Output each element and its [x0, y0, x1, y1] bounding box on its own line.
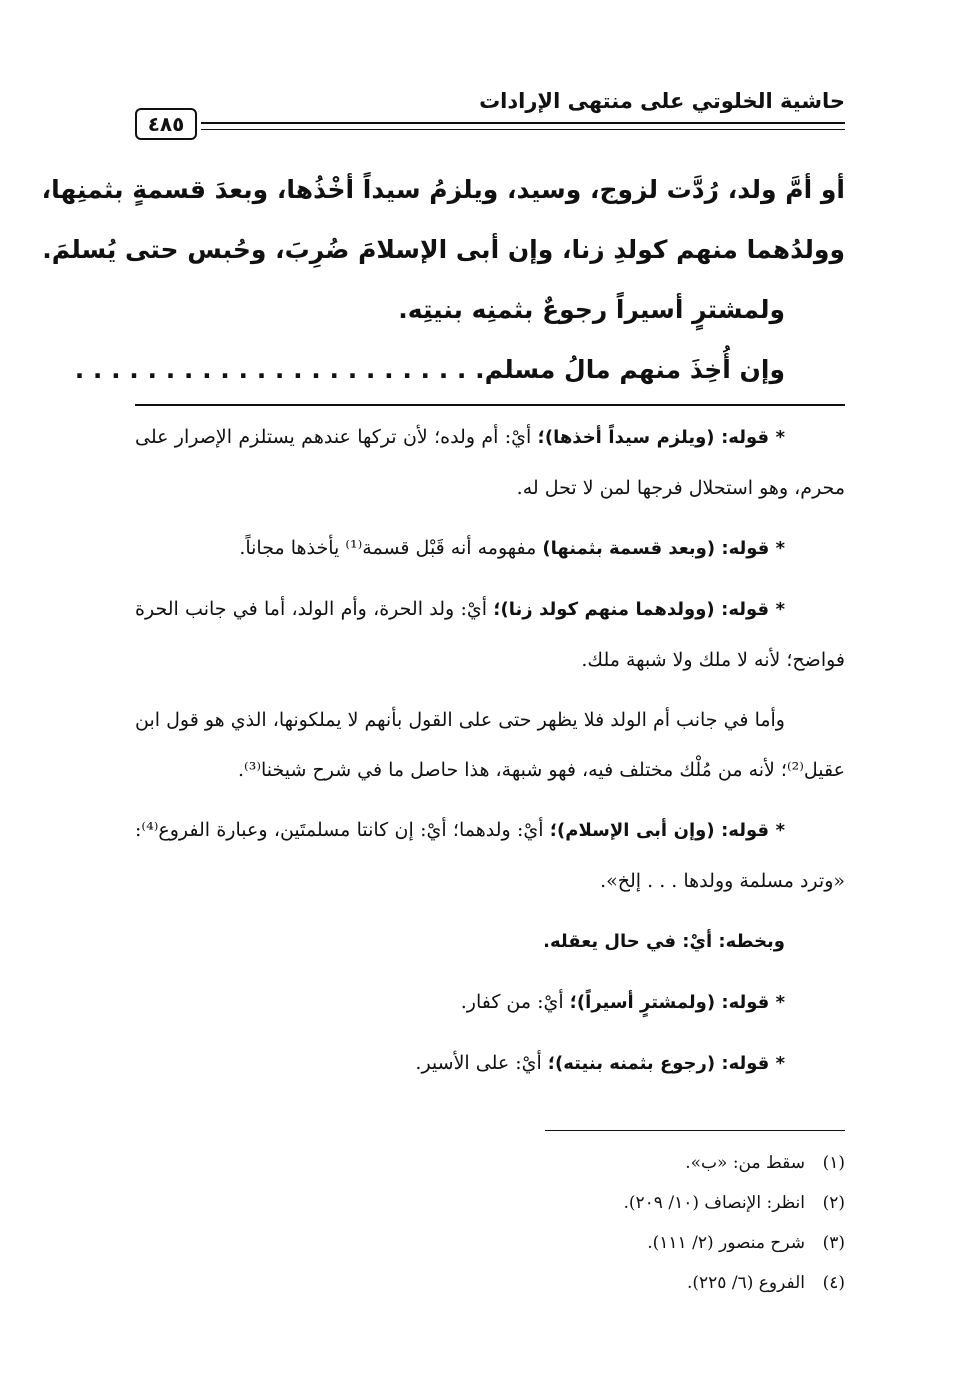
footnote-rule: [545, 1130, 845, 1131]
footnote-text: انظر: الإنصاف (١٠/ ٢٠٩).: [623, 1193, 805, 1213]
commentary-text: مفهومه أنه قَبْل قسمة⁽¹⁾ يأخذها مجاناً.: [239, 537, 543, 559]
footnote: [135, 1183, 845, 1223]
commentary-paragraph: [135, 695, 845, 795]
commentary-text: أيْ: على الأسير.: [415, 1052, 548, 1074]
footnotes: [135, 1143, 845, 1303]
commentary-paragraph: [135, 1038, 845, 1089]
commentary-paragraph: [135, 412, 845, 513]
footnote-number: (١): [822, 1153, 845, 1173]
commentary: [135, 412, 845, 1099]
commentary-text: وأما في جانب أم الولد فلا يظهر حتى على القول بأنهم لا يملكونها، الذي هو قول ابن عقيل⁽²⁾؛ لأنه من مُلْك مختلف فيه، فهو شبهة، هذا حاصل ما في شرح شيخنا⁽³⁾.: [135, 709, 845, 781]
commentary-label: * قوله: (وإن أبى الإسلام)؛: [549, 820, 785, 841]
main-text-line: ولمشترٍ أسيراً رجوعٌ بثمنِه بنيتِه.: [398, 295, 785, 324]
commentary-label: * قوله: (ويلزم سيداً أخذها)؛: [537, 427, 786, 448]
main-text-line-content: وإن أُخِذَ منهم مالُ مسلم: [484, 355, 785, 384]
footnote-text: سقط من: «ب».: [685, 1153, 805, 1173]
main-text-line: وولدُهما منهم كولدِ زنا، وإن أبى الإسلامَ ضُرِبَ، وحُبس حتى يُسلمَ.: [42, 235, 845, 264]
commentary-label: * قوله: (رجوع بثمنه بنيته)؛: [547, 1053, 785, 1074]
commentary-paragraph: [135, 916, 845, 967]
commentary-paragraph: [135, 584, 845, 685]
commentary-text: وبخطه: أيْ: في حال يعقله.: [543, 931, 785, 952]
main-text-line: أو أمَّ ولد، رُدَّت لزوج، وسيد، ويلزمُ سيداً أخْذُها، وبعدَ قسمةٍ بثمنِها،: [41, 175, 845, 204]
commentary-text: أيْ: ولدهما؛ أيْ: إن كانتا مسلمتَين، وعبارة الفروع⁽⁴⁾: «وترد مسلمة وولدها . . . إلخ».: [135, 819, 845, 892]
commentary-text: أيْ: أم ولده؛ لأن تركها عندهم يستلزم الإصرار على محرم، وهو استحلال فرجها لمن لا تحل له.: [135, 426, 845, 499]
commentary-text: أيْ: ولد الحرة، وأم الولد، أما في جانب الحرة فواضح؛ لأنه لا ملك ولا شبهة ملك.: [135, 598, 845, 671]
text-separator: [135, 404, 845, 406]
commentary-label: * قوله: (وبعد قسمة بثمنها): [542, 538, 785, 559]
footnote-text: الفروع (٦/ ٢٢٥).: [686, 1273, 805, 1293]
running-title: حاشية الخلوتي على منتهى الإرادات: [479, 89, 845, 113]
page-number: ٤٨٥: [135, 108, 197, 140]
page-header: [135, 86, 845, 146]
commentary-paragraph: [135, 977, 845, 1028]
commentary-label: * قوله: (ولمشترٍ أسيراً)؛: [569, 992, 785, 1013]
commentary-text: أيْ: من كفار.: [460, 991, 570, 1013]
footnote: [135, 1263, 845, 1303]
commentary-paragraph: [135, 523, 845, 574]
footnote-text: شرح منصور (٢/ ١١١).: [647, 1233, 805, 1253]
footnote-number: (٣): [822, 1233, 845, 1253]
commentary-paragraph: [135, 805, 845, 906]
footnote: [135, 1143, 845, 1183]
footnote-number: (٢): [822, 1193, 845, 1213]
main-text-line: [74, 340, 845, 400]
footnote: [135, 1223, 845, 1263]
header-rule: [201, 122, 845, 130]
main-text: [41, 160, 845, 400]
ellipsis-dots: . . . . . . . . . . . . . . . . . . . . . . .: [74, 355, 485, 384]
commentary-label: * قوله: (وولدهما منهم كولد زنا)؛: [493, 599, 785, 620]
footnote-number: (٤): [822, 1273, 845, 1293]
